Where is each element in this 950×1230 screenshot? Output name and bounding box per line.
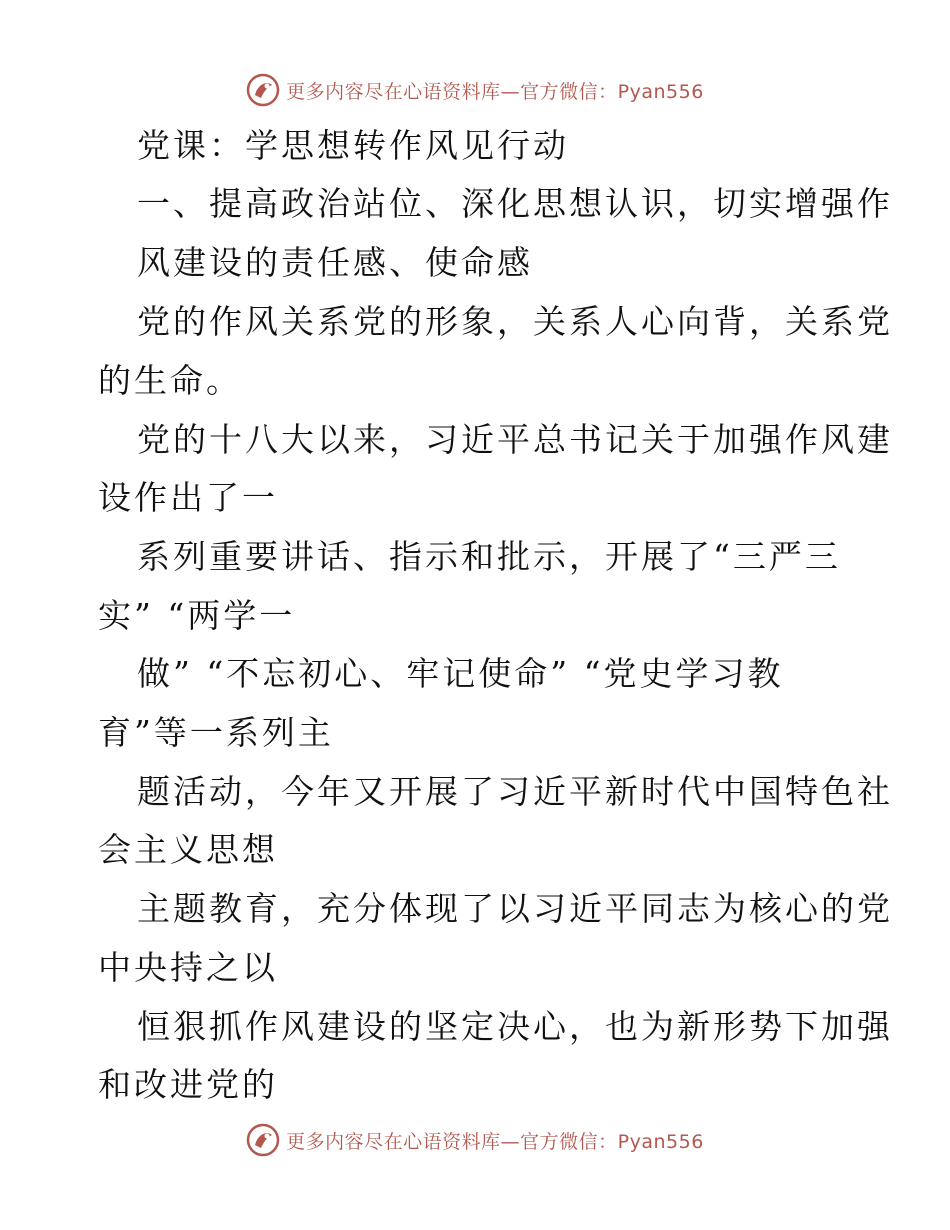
paragraph-line: 的生命。 [98, 361, 242, 400]
paragraph-line: 题活动，今年又开展了习近平新时代中国特色社 [137, 772, 893, 811]
footer-watermark-text: 更多内容尽在心语资料库—官方微信：Pyan556 [286, 1130, 704, 1153]
paragraph-line: 主题教育，充分体现了以习近平同志为核心的党 [137, 889, 893, 928]
paragraph-line: 恒狠抓作风建设的坚定决心，也为新形势下加强 [137, 1007, 893, 1046]
paragraph-line: 党的十八大以来，习近平总书记关于加强作风建 [137, 420, 893, 459]
paragraph-line: 会主义思想 [98, 830, 278, 869]
paragraph-line: 和改进党的 [98, 1065, 278, 1104]
section-heading-continuation: 风建设的责任感、使命感 [137, 243, 533, 282]
header-watermark-text: 更多内容尽在心语资料库—官方微信：Pyan556 [286, 80, 704, 103]
paragraph-line: 设作出了一 [98, 478, 278, 517]
footer-watermark-banner [0, 1120, 950, 1160]
flower-logo-icon [246, 1123, 280, 1157]
section-heading: 一、提高政治站位、深化思想认识，切实增强作 [137, 184, 893, 223]
paragraph-line: 中央持之以 [98, 948, 278, 987]
paragraph-line: 做” “不忘初心、牢记使命” “党史学习教 [137, 654, 784, 693]
paragraph-line: 育”等一系列主 [98, 713, 334, 752]
paragraph-line: 党的作风关系党的形象，关系人心向背，关系党 [137, 302, 893, 341]
paragraph-line: 系列重要讲话、指示和批示，开展了“三严三 [137, 537, 841, 576]
paragraph-line: 实” “两学一 [98, 596, 296, 635]
document-title: 党课：学思想转作风见行动 [137, 126, 569, 165]
